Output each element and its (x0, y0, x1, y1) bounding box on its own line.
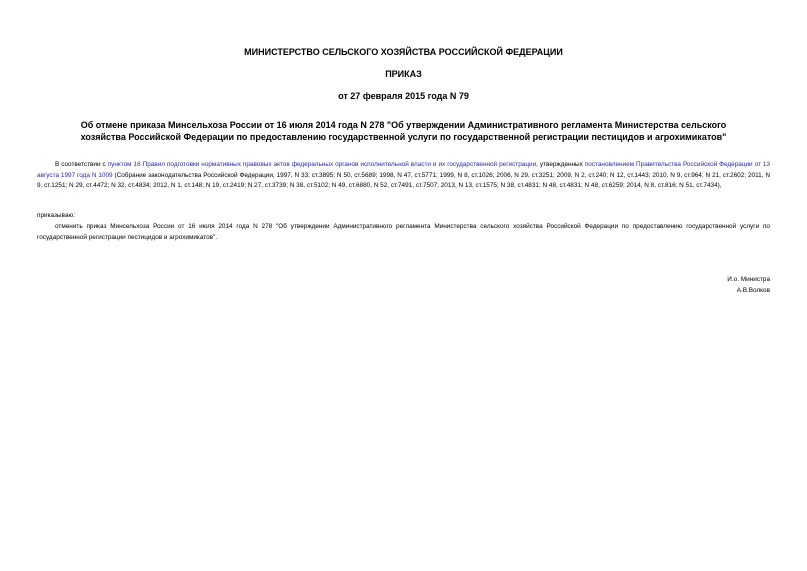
document-type: ПРИКАЗ (385, 69, 422, 79)
basis-mid: , утвержденных (536, 161, 585, 168)
rules-link[interactable]: пунктом 16 Правил подготовки нормативных правовых актов федеральных органов исполнительной власти и их государственной регистрации (107, 161, 537, 168)
signer-name: А.В.Волков (736, 286, 770, 294)
signer-position: И.о. Министра (727, 276, 770, 283)
action-paragraph: отменить приказ Минсельхоза России от 16 июля 2014 года N 278 "Об утверждении Административного регламента Министерства сельского хозяйства Российской Федерации по предоставлению государственной услуги по государственной регистрации пестицидов и агрохимикатов". (37, 223, 770, 241)
ministry-name: МИНИСТЕРСТВО СЕЛЬСКОГО ХОЗЯЙСТВА РОССИЙСКОЙ ФЕДЕРАЦИИ (244, 47, 563, 57)
basis-tail: (Собрание законодательства Российской Федерации, 1997, N 33, ст.3895; N 50, ст.5689; 1998, N 47, ст.5771; 1999, N 8, ст.1026; 2006, N 29, ст.3251; 2009, N 2, ст.240; N 12, ст.1443; 2010, N 9, ст.964; N 21, ст.2602; 2011, N 9, ст.1251; N 29, ст.4472; N 32, ст.4834; 2012, N 1, ст.148; N 19, ст.2419; N 27, ст.3739; N 38, ст.5102; N 49, ст.6880, N 52, ст.7491, ст.7507; 2013, N 13, ст.1575; N 38, ст.4831; N 48, ст.4831; N 48, ст.6259; 2014, N 8, ст.816; N 51, ст.7434), (37, 171, 770, 189)
document-title: Об отмене приказа Минсельхоза России от 16 июля 2014 года N 278 "Об утверждении Административного регламента Министерства сельского хозяйства Российской Федерации по предоставлению государственной услуги по государственной регистрации пестицидов и агрохимикатов" (80, 120, 727, 142)
document-date-number: от 27 февраля 2015 года N 79 (338, 91, 469, 101)
signature-block (727, 275, 770, 296)
basis-paragraph (37, 160, 770, 192)
order-word: приказываю: (37, 212, 75, 219)
basis-intro: В соответствии с (55, 161, 108, 168)
decree-link[interactable]: постановлением Правительства Российской Федерации от 13 августа 1997 года N 1009 (37, 161, 771, 179)
